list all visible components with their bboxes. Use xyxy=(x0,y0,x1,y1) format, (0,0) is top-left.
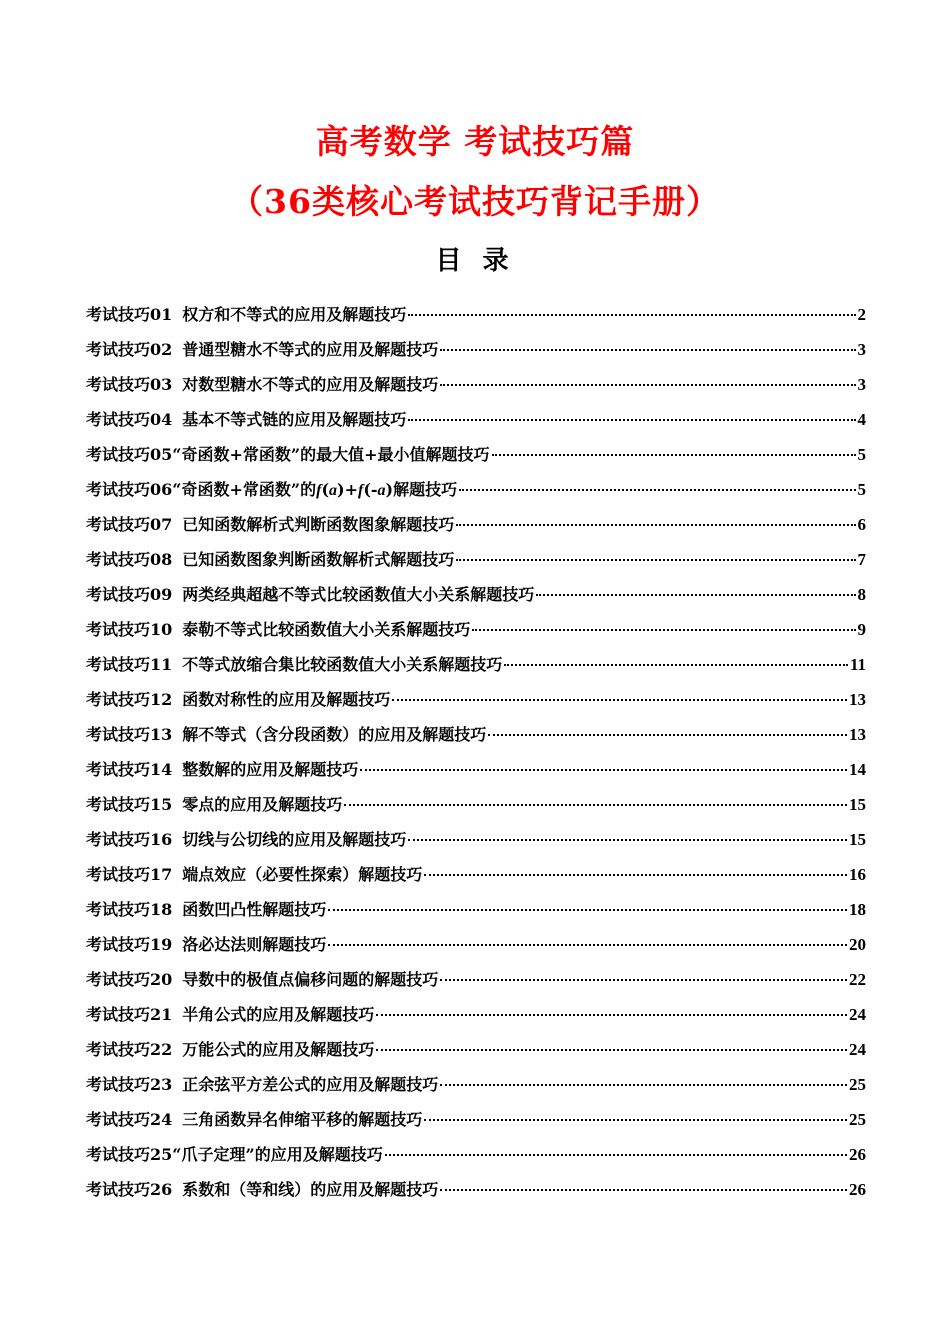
toc-entry-number: 考试技巧20 xyxy=(86,970,173,989)
toc-dot-leader xyxy=(456,559,855,561)
toc-entry-page: 6 xyxy=(857,515,866,534)
toc-entry-number: 考试技巧26 xyxy=(86,1180,173,1199)
toc-entry-page: 24 xyxy=(849,1040,866,1059)
title-line-1: 高考数学 考试技巧篇 xyxy=(315,122,635,161)
toc-entry-number: 考试技巧08 xyxy=(86,550,173,569)
toc-entry[interactable] xyxy=(86,582,866,617)
toc-entry-page: 13 xyxy=(849,690,866,709)
toc-entry-number: 考试技巧02 xyxy=(86,340,173,359)
toc-entry-title: 权方和不等式的应用及解题技巧 xyxy=(182,305,407,324)
toc-dot-leader xyxy=(456,524,855,526)
toc-entry-number: 考试技巧25 xyxy=(86,1145,173,1164)
toc-entry-number: 考试技巧12 xyxy=(86,690,173,709)
toc-entry-title: “奇函数+常函数”的f(a)+f(-a)解题技巧 xyxy=(172,480,458,499)
toc-entry[interactable] xyxy=(86,337,866,372)
toc-entry-number: 考试技巧03 xyxy=(86,375,173,394)
toc-dot-leader xyxy=(492,454,856,456)
toc-entry-title: 泰勒不等式比较函数值大小关系解题技巧 xyxy=(182,620,471,639)
toc-dot-leader xyxy=(472,629,855,631)
toc-dot-leader xyxy=(440,1189,847,1191)
toc-entry[interactable] xyxy=(86,1107,866,1142)
toc-entry-page: 4 xyxy=(857,410,866,429)
toc-entry-page: 15 xyxy=(849,830,866,849)
toc-entry-title: 导数中的极值点偏移问题的解题技巧 xyxy=(182,970,439,989)
toc-dot-leader xyxy=(440,349,855,351)
toc-dot-leader xyxy=(424,874,847,876)
toc-dot-leader xyxy=(392,699,847,701)
toc-entry-number: 考试技巧11 xyxy=(86,655,173,674)
toc-dot-leader xyxy=(376,1014,847,1016)
toc-entry-page: 26 xyxy=(849,1145,866,1164)
toc-dot-leader xyxy=(440,1084,847,1086)
toc-dot-leader xyxy=(344,804,847,806)
toc-entry-page: 14 xyxy=(849,760,866,779)
table-of-contents xyxy=(86,302,866,1212)
toc-entry-page: 5 xyxy=(857,445,866,464)
toc-entry-number: 考试技巧24 xyxy=(86,1110,173,1129)
toc-entry[interactable] xyxy=(86,897,866,932)
toc-dot-leader xyxy=(488,734,847,736)
toc-entry-page: 13 xyxy=(849,725,866,744)
toc-entry-page: 8 xyxy=(857,585,866,604)
toc-entry-title: 两类经典超越不等式比较函数值大小关系解题技巧 xyxy=(182,585,535,604)
toc-dot-leader xyxy=(536,594,855,596)
toc-entry[interactable] xyxy=(86,1037,866,1072)
toc-entry-number: 考试技巧22 xyxy=(86,1040,173,1059)
toc-entry-title: 整数解的应用及解题技巧 xyxy=(182,760,359,779)
title-line-2: （36类核心考试技巧背记手册） xyxy=(230,182,720,221)
toc-entry-number: 考试技巧21 xyxy=(86,1005,173,1024)
toc-entry[interactable] xyxy=(86,407,866,442)
toc-entry-page: 3 xyxy=(857,340,866,359)
toc-entry-title: 已知函数解析式判断函数图象解题技巧 xyxy=(182,515,455,534)
toc-entry-number: 考试技巧19 xyxy=(86,935,173,954)
toc-entry-number: 考试技巧15 xyxy=(86,795,173,814)
toc-entry[interactable] xyxy=(86,827,866,862)
toc-entry-title: “奇函数+常函数”的最大值+最小值解题技巧 xyxy=(172,445,490,464)
toc-entry-title: 三角函数异名伸缩平移的解题技巧 xyxy=(182,1110,423,1129)
toc-dot-leader xyxy=(408,839,847,841)
toc-entry[interactable] xyxy=(86,617,866,652)
toc-entry[interactable] xyxy=(86,512,866,547)
toc-heading: 目 录 xyxy=(435,246,515,276)
toc-entry[interactable] xyxy=(86,302,866,337)
toc-entry[interactable] xyxy=(86,442,866,477)
toc-entry-number: 考试技巧09 xyxy=(86,585,173,604)
toc-entry[interactable] xyxy=(86,477,866,512)
toc-entry-page: 11 xyxy=(849,655,866,674)
toc-entry[interactable] xyxy=(86,687,866,722)
toc-dot-leader xyxy=(328,909,847,911)
toc-dot-leader xyxy=(440,979,847,981)
toc-entry-number: 考试技巧04 xyxy=(86,410,173,429)
toc-entry[interactable] xyxy=(86,652,866,687)
toc-dot-leader xyxy=(408,419,855,421)
toc-entry-page: 7 xyxy=(857,550,866,569)
toc-dot-leader xyxy=(408,314,855,316)
toc-entry-title: 零点的应用及解题技巧 xyxy=(182,795,343,814)
toc-entry-page: 25 xyxy=(849,1075,866,1094)
toc-entry[interactable] xyxy=(86,547,866,582)
toc-entry-number: 考试技巧14 xyxy=(86,760,173,779)
toc-dot-leader xyxy=(440,384,855,386)
toc-entry-title: 已知函数图象判断函数解析式解题技巧 xyxy=(182,550,455,569)
toc-entry-page: 22 xyxy=(849,970,866,989)
toc-entry-number: 考试技巧01 xyxy=(86,305,173,324)
toc-entry-title: 函数凹凸性解题技巧 xyxy=(182,900,327,919)
toc-entry[interactable] xyxy=(86,1142,866,1177)
toc-entry-page: 2 xyxy=(857,305,866,324)
toc-entry[interactable] xyxy=(86,757,866,792)
toc-entry-page: 5 xyxy=(857,480,866,499)
toc-entry-title: 不等式放缩合集比较函数值大小关系解题技巧 xyxy=(182,655,503,674)
toc-entry-title: 正余弦平方差公式的应用及解题技巧 xyxy=(182,1075,439,1094)
toc-entry-title: 系数和（等和线）的应用及解题技巧 xyxy=(182,1180,439,1199)
toc-entry-page: 3 xyxy=(857,375,866,394)
toc-entry-title: 解不等式（含分段函数）的应用及解题技巧 xyxy=(182,725,487,744)
toc-entry[interactable] xyxy=(86,792,866,827)
toc-dot-leader xyxy=(376,1049,847,1051)
toc-entry-number: 考试技巧05 xyxy=(86,445,173,464)
toc-entry-title: 万能公式的应用及解题技巧 xyxy=(182,1040,375,1059)
toc-entry[interactable] xyxy=(86,722,866,757)
toc-entry-number: 考试技巧18 xyxy=(86,900,173,919)
toc-entry-page: 24 xyxy=(849,1005,866,1024)
toc-entry-page: 18 xyxy=(849,900,866,919)
toc-entry-title: 普通型糖水不等式的应用及解题技巧 xyxy=(182,340,439,359)
toc-entry[interactable] xyxy=(86,1177,866,1212)
toc-entry-title: 切线与公切线的应用及解题技巧 xyxy=(182,830,407,849)
toc-entry-title: 半角公式的应用及解题技巧 xyxy=(182,1005,375,1024)
toc-entry-title: “爪子定理”的应用及解题技巧 xyxy=(172,1145,383,1164)
toc-entry-title: 基本不等式链的应用及解题技巧 xyxy=(182,410,407,429)
toc-entry-number: 考试技巧23 xyxy=(86,1075,173,1094)
toc-entry-page: 20 xyxy=(849,935,866,954)
toc-entry[interactable] xyxy=(86,932,866,967)
toc-entry-page: 25 xyxy=(849,1110,866,1129)
toc-dot-leader xyxy=(328,944,847,946)
toc-dot-leader xyxy=(504,664,848,666)
toc-entry-number: 考试技巧17 xyxy=(86,865,173,884)
toc-entry-number: 考试技巧13 xyxy=(86,725,173,744)
toc-dot-leader xyxy=(459,489,855,491)
toc-entry-title: 端点效应（必要性探索）解题技巧 xyxy=(182,865,423,884)
toc-entry-title: 洛必达法则解题技巧 xyxy=(182,935,327,954)
toc-entry-number: 考试技巧06 xyxy=(86,480,173,499)
toc-entry-number: 考试技巧16 xyxy=(86,830,173,849)
toc-dot-leader xyxy=(360,769,847,771)
toc-entry-number: 考试技巧10 xyxy=(86,620,173,639)
toc-entry-page: 9 xyxy=(857,620,866,639)
toc-entry-page: 26 xyxy=(849,1180,866,1199)
toc-entry[interactable] xyxy=(86,1072,866,1107)
toc-entry[interactable] xyxy=(86,967,866,1002)
toc-entry[interactable] xyxy=(86,862,866,897)
toc-entry-title: 函数对称性的应用及解题技巧 xyxy=(182,690,391,709)
toc-entry[interactable] xyxy=(86,372,866,407)
toc-entry-number: 考试技巧07 xyxy=(86,515,173,534)
toc-entry-page: 15 xyxy=(849,795,866,814)
toc-dot-leader xyxy=(424,1119,847,1121)
toc-dot-leader xyxy=(385,1154,847,1156)
toc-entry-title: 对数型糖水不等式的应用及解题技巧 xyxy=(182,375,439,394)
toc-entry[interactable] xyxy=(86,1002,866,1037)
toc-entry-page: 16 xyxy=(849,865,866,884)
